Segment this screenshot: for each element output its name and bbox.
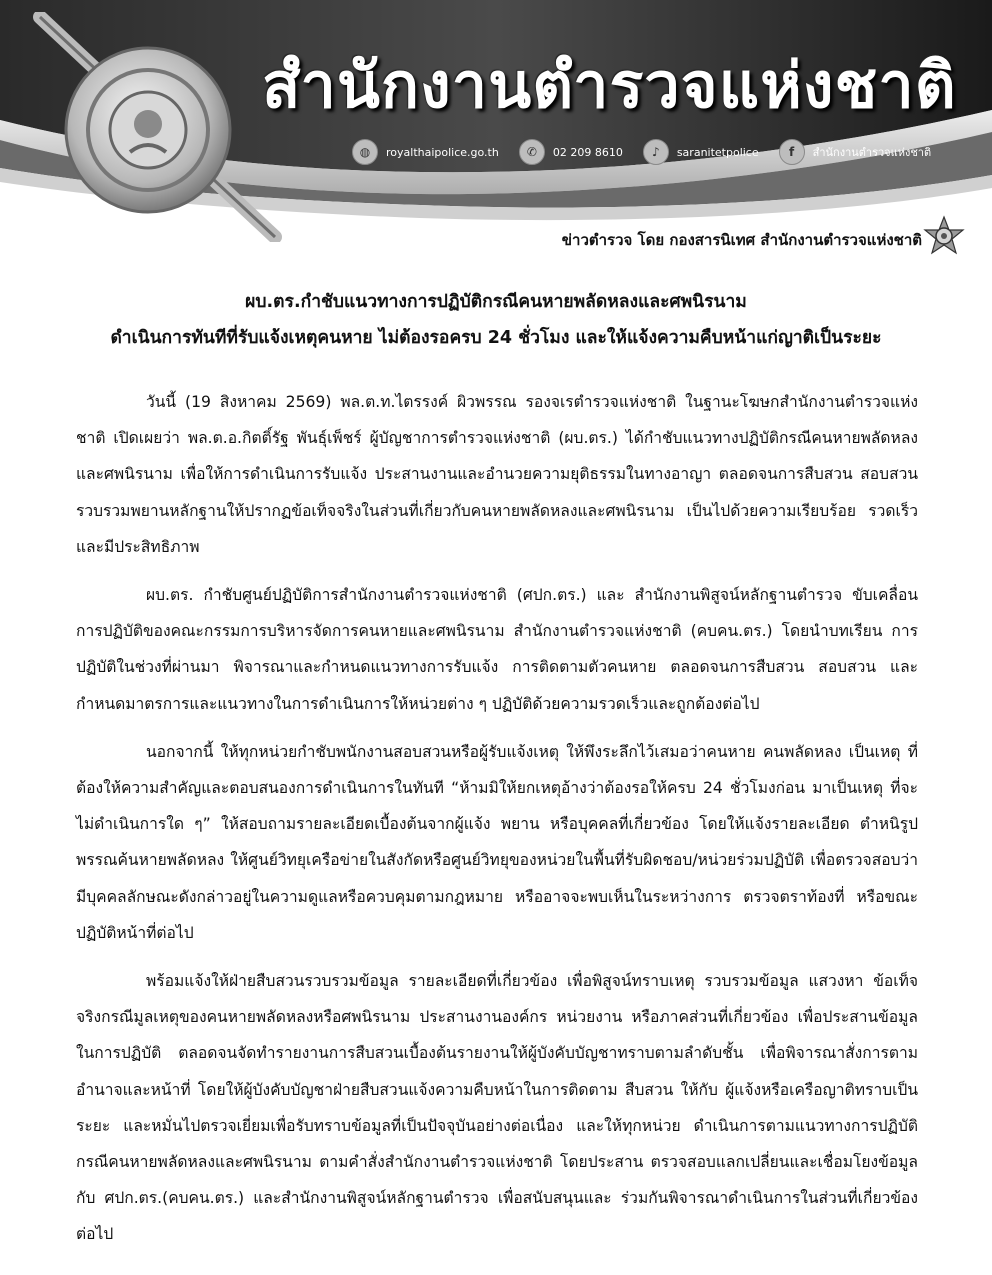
phone-icon: ✆	[519, 139, 545, 165]
organization-title: สำนักงานตำรวจแห่งชาติ	[262, 49, 957, 122]
facebook-icon: f	[779, 139, 805, 165]
police-star-badge-icon	[922, 215, 966, 259]
contact-text: สำนักงานตำรวจแห่งชาติ	[812, 146, 932, 159]
letterhead	[0, 0, 992, 268]
press-release-headline	[40, 284, 952, 356]
contact-tiktok[interactable]	[643, 139, 759, 165]
body-paragraph: พร้อมแจ้งให้ฝ่ายสืบสวนรวบรวมข้อมูล รายละเอียดที่เกี่ยวข้อง เพื่อพิสูจน์ทราบเหตุ รวบรวมข้อมูล แสวงหา ข้อเท็จจริงกรณีมูลเหตุของคนหายพลัดหลงหรือศพนิรนาม ประสานงานองค์กร หน่วยงาน หรือภาคส่วนที่เกี่ยวข้อง เพื่อประสานข้อมูลในการปฏิบัติ ตลอดจนจัดทำรายงานการสืบสวนเบื้องต้นรายงานให้ผู้บังคับบัญชาทราบตามลำดับชั้น เพื่อพิจารณาสั่งการตามอำนาจและหน้าที่ โดยให้ผู้บังคับบัญชาฝ่ายสืบสวนแจ้งความคืบหน้าในการติดตาม สืบสวน ให้กับ ผู้แจ้งหรือเครือญาติทราบเป็นระยะ และหมั่นไปตรวจเยี่ยมเพื่อรับทราบข้อมูลที่เป็นปัจจุบันอย่างต่อเนื่อง และให้ทุกหน่วย ดำเนินการตามแนวทางการปฏิบัติกรณีคนหายพลัดหลงและศพนิรนาม ตามคำสั่งสำนักงานตำรวจแห่งชาติ โดยประสาน ตรวจสอบแลกเปลี่ยนและเชื่อมโยงข้อมูลกับ ศปก.ตร.(คบคน.ตร.) และสำนักงานพิสูจน์หลักฐานตำรวจ เพื่อสนับสนุนและ ร่วมกันพิจารณาดำเนินการในส่วนที่เกี่ยวข้องต่อไป	[76, 972, 918, 1244]
contact-facebook[interactable]	[779, 139, 932, 165]
news-source-line: ข่าวตำรวจ โดย กองสารนิเทศ สำนักงานตำรวจแห่งชาติ	[561, 231, 922, 249]
contact-text: saranitetpolice	[676, 145, 759, 159]
body-paragraph: นอกจากนี้ ให้ทุกหน่วยกำชับพนักงานสอบสวนหรือผู้รับแจ้งเหตุ ให้พึงระลึกไว้เสมอว่าคนหาย คนพลัดหลง เป็นเหตุ ที่ต้องให้ความสำคัญและตอบสนองการดำเนินการในทันที “ห้ามมิให้ยกเหตุอ้างว่าต้องรอให้ครบ 24 ชั่วโมงก่อน มาเป็นเหตุ ที่จะไม่ดำเนินการใด ๆ” ให้สอบถามรายละเอียดเบื้องต้นจากผู้แจ้ง พยาน หรือบุคคลที่เกี่ยวข้อง โดยให้แจ้งรายละเอียด ตำหนิรูปพรรณค้นหายพลัดหลง ให้ศูนย์วิทยุเครือข่ายในสังกัดหรือศูนย์วิทยุของหน่วยในพื้นที่รับผิดชอบ/หน่วยร่วมปฏิบัติ เพื่อตรวจสอบว่ามีบุคคลลักษณะดังกล่าวอยู่ในความดูแลหรือควบคุมตามกฎหมาย หรืออาจจะพบเห็นในระหว่างการ ตรวจตราท้องที่ หรือขณะปฏิบัติหน้าที่ต่อไป	[76, 742, 918, 942]
body-paragraph: ผบ.ตร. กำชับศูนย์ปฏิบัติการสำนักงานตำรวจแห่งชาติ (ศปก.ตร.) และ สำนักงานพิสูจน์หลักฐานตำรวจ ขับเคลื่อน การปฏิบัติของคณะกรรมการบริหารจัดการคนหายและศพนิรนาม สำนักงานตำรวจแห่งชาติ (คบคน.ตร.) โดยนำบทเรียน การปฏิบัติในช่วงที่ผ่านมา พิจารณาและกำหนดแนวทางการรับแจ้ง การติดตามตัวคนหาย ตลอดจนการสืบสวน สอบสวน และกำหนดมาตรการและแนวทางในการดำเนินการให้หน่วยต่าง ๆ ปฏิบัติด้วยความรวดเร็วและถูกต้องต่อไป	[76, 586, 918, 713]
contact-phone[interactable]	[519, 139, 623, 165]
tiktok-icon: ♪	[643, 139, 669, 165]
body-paragraph: วันนี้ (19 สิงหาคม 2569) พล.ต.ท.ไตรรงค์ ผิวพรรณ รองจเรตำรวจแห่งชาติ ในฐานะโฆษกสำนักงานตำรวจแห่งชาติ เปิดเผยว่า พล.ต.อ.กิตติ์รัฐ พันธุ์เพ็ชร์ ผู้บัญชาการตำรวจแห่งชาติ (ผบ.ตร.) ได้กำชับแนวทางปฏิบัติกรณีคนหายพลัดหลง และศพนิรนาม เพื่อให้การดำเนินการรับแจ้ง ประสานงานและอำนวยความยุติธรรมในทางอาญา ตลอดจนการสืบสวน สอบสวน รวบรวมพยานหลักฐานให้ปรากฏข้อเท็จจริงในส่วนที่เกี่ยวกับคนหายพลัดหลงและศพนิรนาม เป็นไปด้วยความเรียบร้อย รวดเร็ว และมีประสิทธิภาพ	[76, 393, 918, 556]
press-release-body	[76, 384, 918, 1265]
globe-icon: ◍	[352, 139, 378, 165]
contact-bar	[352, 137, 931, 167]
contact-website[interactable]	[352, 139, 499, 165]
headline-line-1: ผบ.ตร.กำชับแนวทางการปฏิบัติกรณีคนหายพลัดหลงและศพนิรนาม	[245, 292, 747, 312]
contact-text: 02 209 8610	[552, 145, 623, 159]
contact-text: royalthaipolice.go.th	[386, 145, 499, 159]
headline-line-2: ดำเนินการทันทีที่รับแจ้งเหตุคนหาย ไม่ต้องรอครบ 24 ชั่วโมง และให้แจ้งความคืบหน้าแก่ญาติเป็นระยะ	[110, 328, 882, 348]
